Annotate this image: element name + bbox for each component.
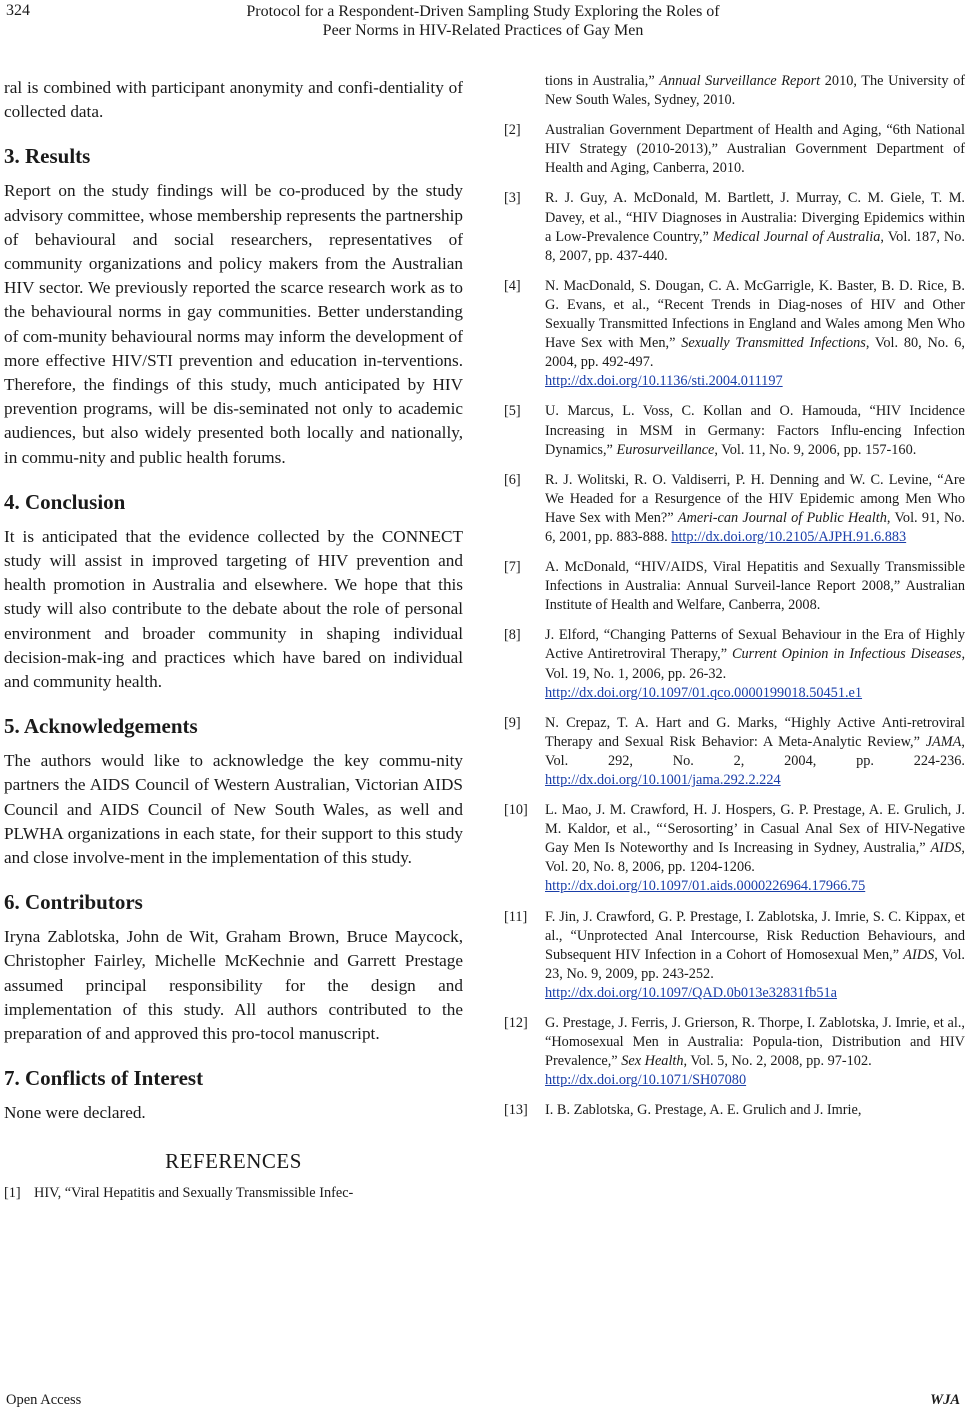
reference-text: R. J. Wolitski, R. O. Valdiserri, P. H. Denning and W. C. Levine, “Are We Headed for a Resurgence of the HIV Epidemic among Men Who Have Sex with Men?”: [545, 471, 965, 526]
reference-number: [2]: [504, 122, 521, 139]
reference-details: , Vol. 91, No. 6, 2001, pp. 883-888.: [545, 509, 965, 545]
reference-number: [9]: [504, 714, 521, 731]
reference-number: [13]: [504, 1102, 528, 1119]
doi-link[interactable]: http://dx.doi.org/10.1097/01.qco.0000199018.50451.e1: [545, 684, 863, 701]
doi-link[interactable]: http://dx.doi.org/10.2105/AJPH.91.6.883: [671, 528, 907, 545]
reference-number: [5]: [504, 403, 521, 420]
reference-journal: Current Opinion in Infectious Diseases: [731, 646, 962, 663]
reference-journal: AIDS: [930, 840, 962, 857]
reference-text: N. MacDonald, S. Dougan, C. A. McGarrigle, K. Baster, B. D. Rice, B. G. Evans, et al., “Recent Trends in Diag-noses of HIV and Other Sexually Transmitted Infections in England and Wales among Men Who Have Sex with Men,”: [545, 277, 965, 352]
reference-details: , Vol. 20, No. 8, 2006, pp. 1204-1206.: [545, 840, 965, 876]
reference-number: [12]: [504, 1015, 528, 1032]
reference-item: [504, 1101, 965, 1120]
reference-body: [545, 402, 965, 459]
reference-details: , Vol. 11, No. 9, 2006, pp. 157-160.: [714, 441, 917, 458]
reference-details: , Vol. 292, No. 2, 2004, pp. 224-236.: [545, 733, 965, 769]
reference-item: [504, 471, 965, 547]
reference-body: [545, 801, 965, 896]
reference-item: [504, 801, 965, 896]
reference-body: [545, 277, 965, 392]
reference-item: [504, 121, 965, 178]
acknowledgements-paragraph: The authors would like to acknowledge the key commu-nity partners the AIDS Council of Western Australian, Victorian AIDS Council and AIDS Council of New South Wales, as well and PLWHA organizations in each state, for their support to this study and close involve-ment in the implementation of this study.: [4, 751, 463, 868]
acknowledgements-heading: 5. Acknowledgements: [4, 714, 198, 739]
reference-text: F. Jin, J. Crawford, G. P. Prestage, I. Zablotska, J. Imrie, S. C. Kippax, et al., “Unprotected Anal Intercourse, Risk Reduction Behaviours, and Subsequent HIV Infection in a Cohort of Homosexual Men,”: [545, 908, 965, 963]
reference-number: [8]: [504, 627, 521, 644]
results-paragraph: Report on the study findings will be co-produced by the study advisory committee, whose membership represents the partnership of behavioural and social researchers, representatives of community organizations and policy makers from the Australian HIV sector. We previously reported the scarce research work as to the behavioural norms in gay communities. Better understanding of com-munity behavioural norms may inform the development of more effective HIV/STI prevention and education in-terventions. Therefore, the findings of this study, much anticipated by HIV prevention programs, will be dis-seminated not only to academic audiences, but also widely presented both locally and nationally, in commu-nity and public health forums.: [4, 181, 463, 467]
reference-journal: Medical Journal of Australia: [712, 228, 881, 245]
reference-body: [545, 908, 965, 1003]
conflicts-heading: 7. Conflicts of Interest: [4, 1066, 204, 1091]
reference-number: [4]: [504, 277, 521, 294]
reference-item: [504, 908, 965, 1003]
reference-text: R. J. Guy, A. McDonald, M. Bartlett, J. Murray, C. M. Giele, T. M. Davey, et al., “HIV Diagnoses in Australia: Diverging Epidemics within a Low-Prevalence Country,”: [545, 190, 965, 245]
contributors-heading: 6. Contributors: [4, 890, 143, 915]
reference-details: , Vol. 23, No. 9, 2009, pp. 243-252.: [545, 946, 965, 982]
reference-item: [504, 714, 965, 790]
results-heading: 3. Results: [4, 144, 91, 169]
reference-body: [545, 558, 965, 615]
doi-link[interactable]: http://dx.doi.org/10.1136/sti.2004.011197: [545, 373, 783, 390]
intro-paragraph: ral is combined with participant anonymity and confi-dentiality of collected data.: [4, 78, 463, 122]
reference-journal: Ameri-can Journal of Public Health: [677, 509, 887, 526]
reference-text: A. McDonald, “HIV/AIDS, Viral Hepatitis and Sexually Transmissible Infections in Australia: Annual Surveil-lance Report 2008,” Australian Institute of Health and Welfare, Canberra, 2008.: [545, 559, 965, 614]
reference-text: HIV, “Viral Hepatitis and Sexually Transmissible Infec-: [34, 1184, 354, 1201]
reference-item: [504, 277, 965, 392]
reference-number: [6]: [504, 471, 521, 488]
reference-number: [3]: [504, 190, 521, 207]
doi-link[interactable]: http://dx.doi.org/10.1097/QAD.0b013e32831fb51a: [545, 984, 838, 1001]
reference-item: [504, 1014, 965, 1090]
reference-item: [504, 558, 965, 615]
reference-journal: Sexually Transmitted Infections: [681, 335, 866, 352]
references-heading: REFERENCES: [165, 1148, 302, 1173]
reference-journal: JAMA: [925, 733, 962, 750]
reference-text: J. Elford, “Changing Patterns of Sexual Behaviour in the Era of Highly Active Antiretroviral Therapy,”: [545, 627, 965, 663]
page-number: 324: [6, 2, 30, 19]
reference-body: [545, 121, 965, 178]
contributors-paragraph: Iryna Zablotska, John de Wit, Graham Brown, Bruce Maycock, Christopher Fairley, Michelle McKechnie and Garrett Prestage assumed principal responsibility for the design and implementation of this study. All authors contributed to the preparation of and approved this pro-tocol manuscript.: [4, 927, 463, 1044]
reference-text: N. Crepaz, T. A. Hart and G. Marks, “Highly Active Anti-retroviral Therapy and Sexual Risk Behavior: A Meta-Analytic Review,”: [545, 714, 965, 750]
reference-body: [545, 1101, 965, 1120]
reference-body: [545, 471, 965, 547]
doi-link[interactable]: http://dx.doi.org/10.1001/jama.292.2.224: [545, 772, 781, 788]
reference-number: [1]: [4, 1184, 21, 1201]
reference-body: [545, 626, 965, 702]
reference-text: tions in Australia,”: [545, 73, 660, 89]
running-header-line-2: Peer Norms in HIV-Related Practices of Gay Men: [322, 22, 644, 39]
reference-text: Australian Government Department of Health and Aging, “6th National HIV Strategy (2010-2013),” Australian Government Department of Health and Aging, Canberra, 2010.: [545, 122, 965, 177]
reference-continuation: [545, 72, 965, 110]
left-column: [4, 76, 463, 1203]
reference-text: L. Mao, J. M. Crawford, H. J. Hospers, G. P. Prestage, A. E. Grulich, J. M. Kaldor, et al., “‘Serosorting’ in Casual Anal Sex of HIV-Negative Gay Men Is Noteworthy and Is Increasing in Sydney, Australia,”: [545, 802, 965, 857]
reference-details: , Vol. 19, No. 1, 2006, pp. 26-32.: [545, 646, 966, 682]
reference-text: I. B. Zablotska, G. Prestage, A. E. Grulich and J. Imrie,: [545, 1102, 862, 1119]
reference-body: [545, 714, 965, 790]
reference-item: [4, 1184, 463, 1203]
reference-details: , Vol. 80, No. 6, 2004, pp. 492-497.: [545, 335, 965, 371]
conflicts-paragraph: None were declared.: [4, 1103, 146, 1123]
reference-journal: Eurosurveillance: [616, 441, 715, 458]
reference-text: G. Prestage, J. Ferris, J. Grierson, R. Thorpe, I. Zablotska, J. Imrie, et al., “Homosexual Men in Australia: Popula-tion, Distribution and HIV Prevalence,”: [545, 1015, 965, 1070]
reference-text: 2010, The University of New South Wales, Sydney, 2010.: [545, 73, 965, 109]
reference-journal: Sex Health: [621, 1053, 684, 1070]
doi-link[interactable]: http://dx.doi.org/10.1071/SH07080: [545, 1072, 747, 1089]
running-header-line-1: Protocol for a Respondent-Driven Sampling Study Exploring the Roles of: [246, 3, 720, 20]
reference-journal: Annual Surveillance Report: [659, 73, 821, 89]
conclusion-paragraph: It is anticipated that the evidence collected by the CONNECT study will assist in improved targeting of HIV prevention and health promotion in Australia and elsewhere. We hope that this study will also contribute to the debate about the role of personal environment and broader community in shaping individual decision-mak-ing and practices which have bared on individual and community health.: [4, 526, 463, 692]
reference-journal: AIDS: [903, 946, 935, 963]
reference-number: [11]: [504, 908, 528, 925]
doi-link[interactable]: http://dx.doi.org/10.1097/01.aids.0000226964.17966.75: [545, 878, 866, 895]
running-header: [0, 2, 966, 40]
reference-body: [545, 189, 965, 265]
reference-item: [504, 402, 965, 459]
footer-open-access: Open Access: [6, 1392, 82, 1408]
conclusion-heading: 4. Conclusion: [4, 489, 126, 514]
reference-number: [10]: [504, 802, 528, 819]
right-column: [504, 72, 965, 1132]
reference-details: , Vol. 5, No. 2, 2008, pp. 97-102.: [683, 1053, 872, 1070]
reference-number: [7]: [504, 559, 521, 576]
reference-details: , Vol. 187, No. 8, 2007, pp. 437-440.: [545, 228, 965, 264]
reference-body: [545, 1014, 965, 1090]
reference-item: [504, 626, 965, 702]
reference-text: U. Marcus, L. Voss, C. Kollan and O. Hamouda, “HIV Incidence Increasing in MSM in Germany: Factors Influ-encing Infection Dynamics,”: [545, 403, 965, 458]
reference-item: [504, 189, 965, 265]
footer-journal: WJA: [930, 1392, 960, 1408]
reference-list: [504, 121, 965, 1120]
